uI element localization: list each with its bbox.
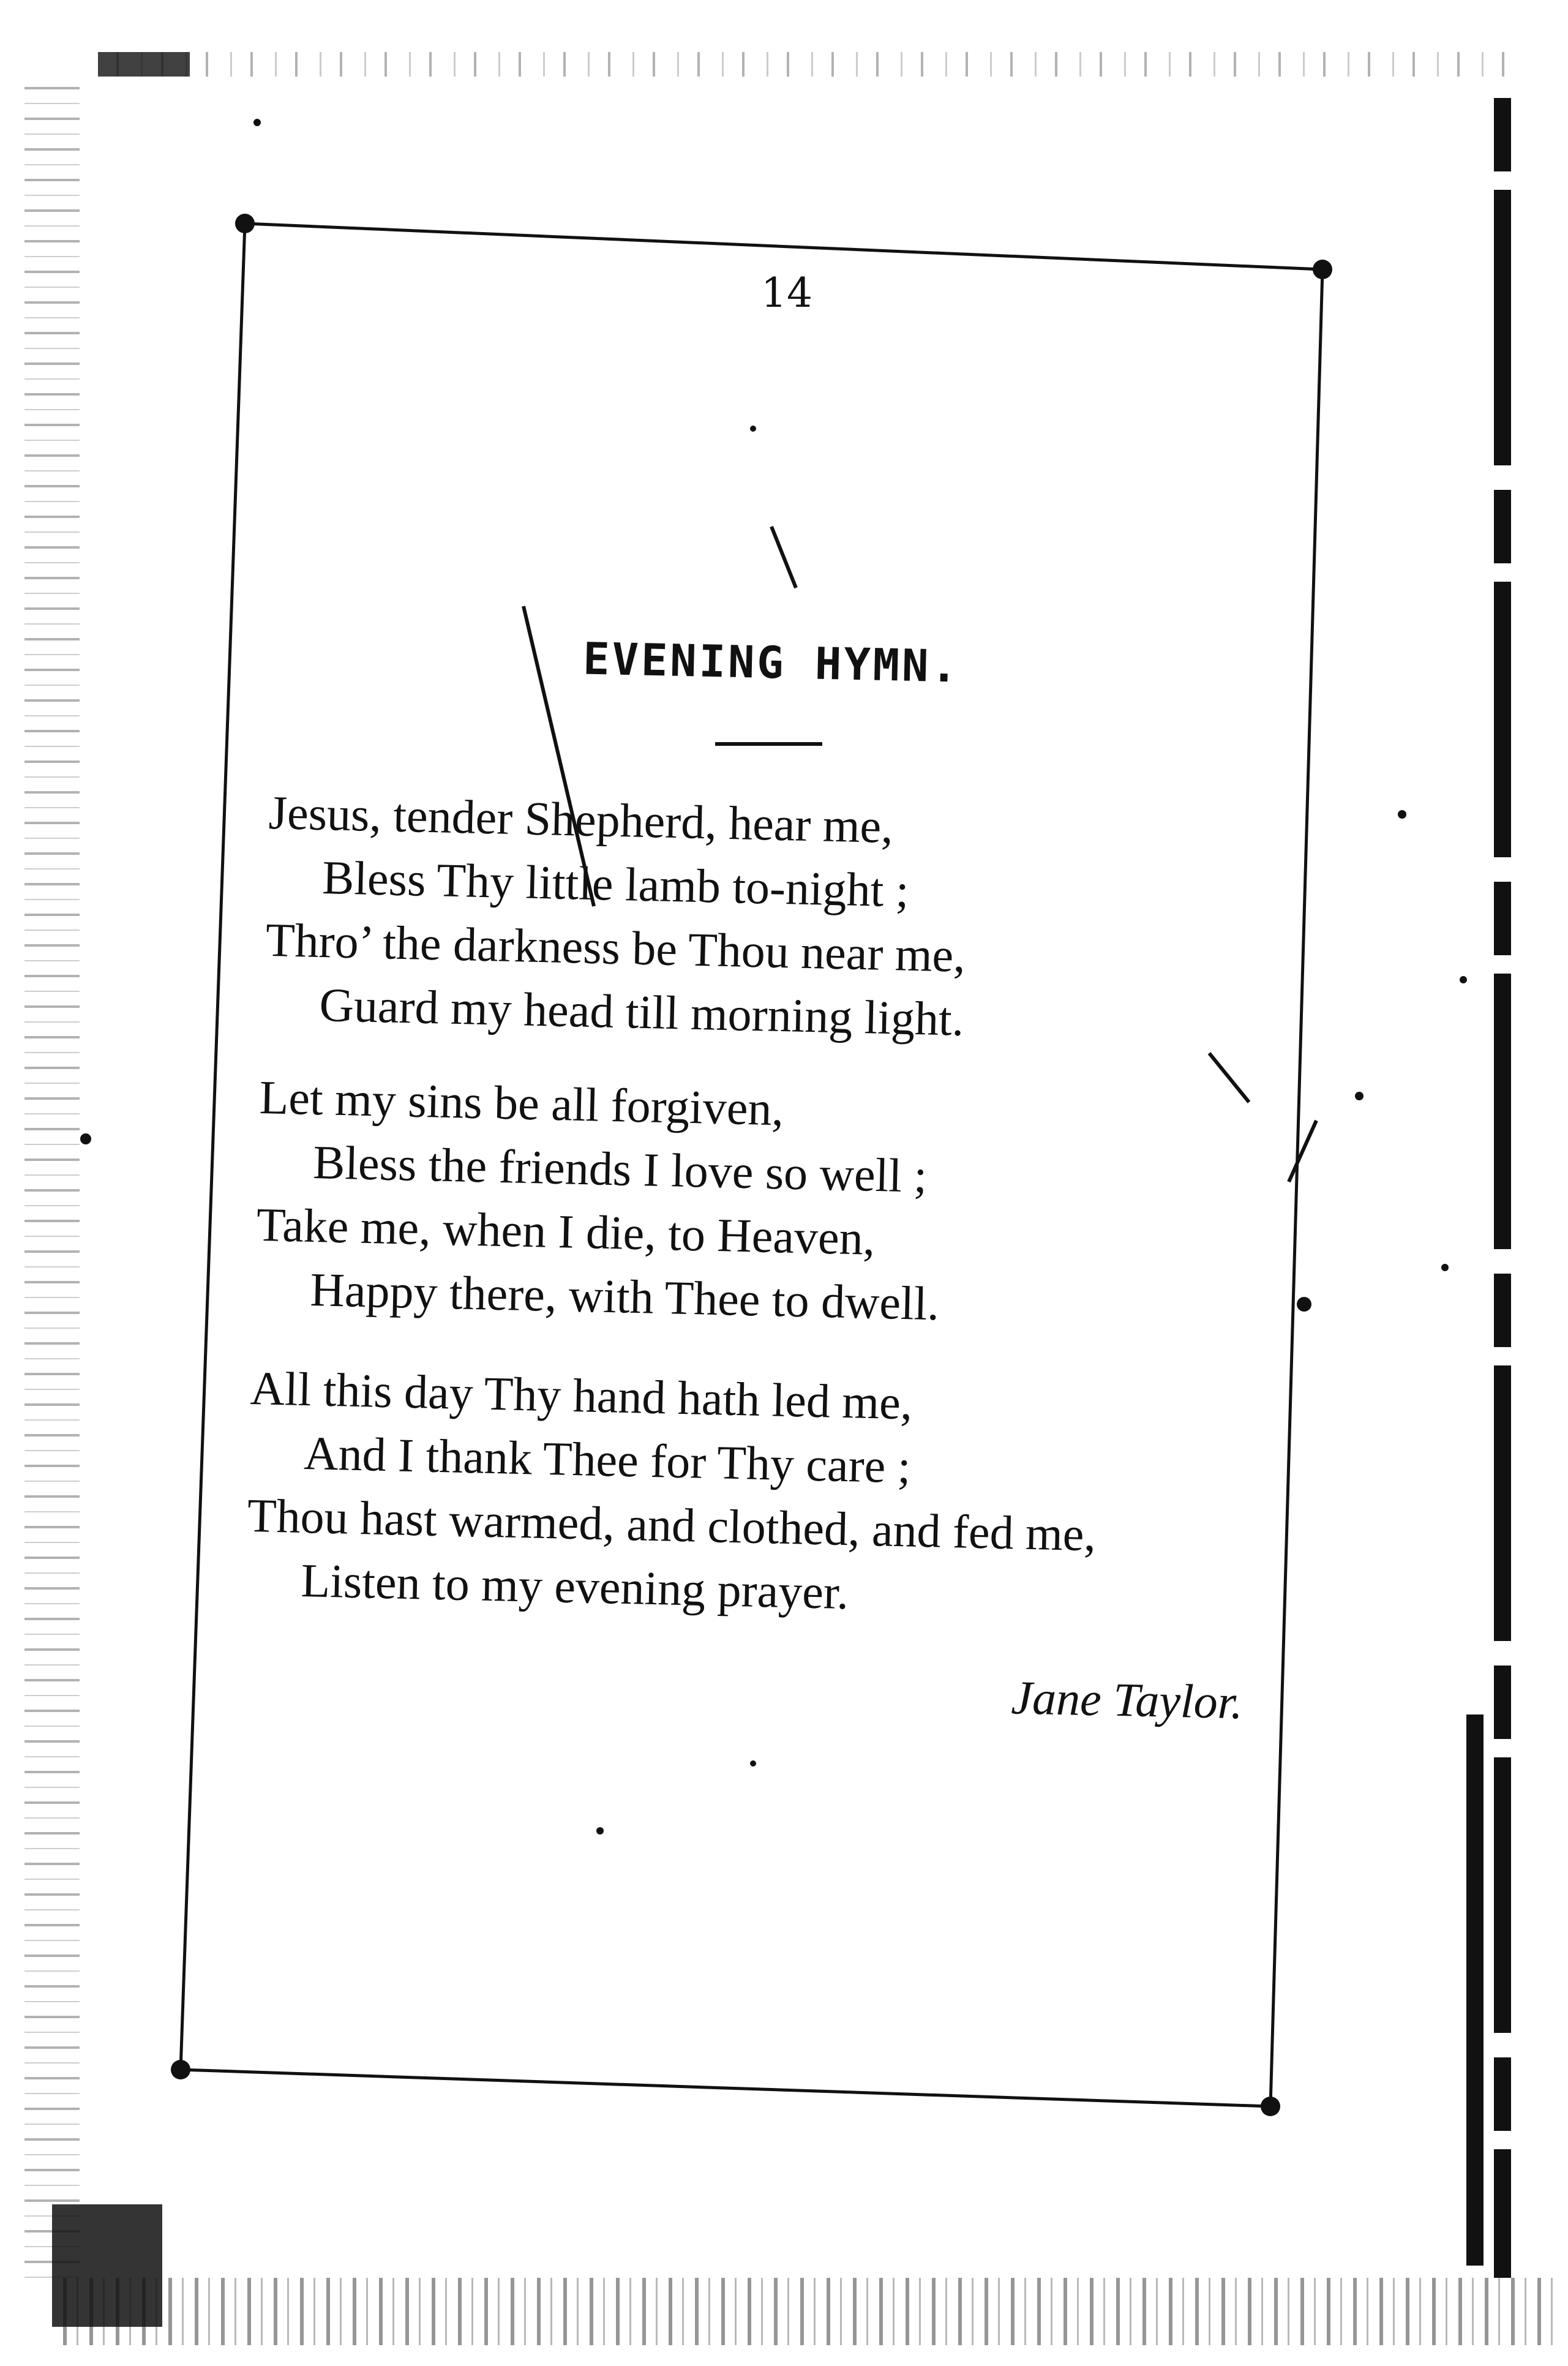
stanza-2 [255,1065,945,1335]
stanza-1-line-3: Thro’ the darkness be Thou near me, [265,912,966,982]
stanza-3 [246,1356,1100,1630]
author-signature: Jane Taylor. [1010,1670,1244,1729]
corner-ornament-bottom-right [1261,2097,1280,2116]
corner-ornament-top-left [235,214,255,233]
stanza-3-line-3: Thou hast warmed, and clothed, and fed me, [247,1488,1097,1561]
stanza-2-line-2: Bless the friends I love so well ; [312,1135,928,1203]
stanza-2-line-4: Happy there, with Thee to dwell. [309,1262,940,1331]
stanza-2-line-1: Let my sins be all forgiven, [258,1070,785,1136]
stanza-1 [264,781,969,1051]
stanza-1-line-2: Bless Thy little lamb to-night ; [321,851,910,917]
corner-ornament-bottom-left [171,2060,190,2079]
stanza-1-line-4: Guard my head till morning light. [318,977,965,1046]
corner-ornament-top-right [1313,260,1332,279]
stanza-3-line-4: Listen to my evening prayer. [300,1553,850,1620]
stanza-3-line-1: All this day Thy hand hath led me, [249,1361,913,1430]
page-number: 14 [761,269,812,317]
stanza-2-line-3: Take me, when I die, to Heaven, [256,1197,876,1265]
stanza-1-line-1: Jesus, tender Shepherd, hear me, [268,785,894,854]
stanza-3-line-2: And I thank Thee for Thy care ; [303,1426,912,1493]
poem-title: EVENING HYMN. [582,633,961,693]
title-divider [715,742,822,746]
